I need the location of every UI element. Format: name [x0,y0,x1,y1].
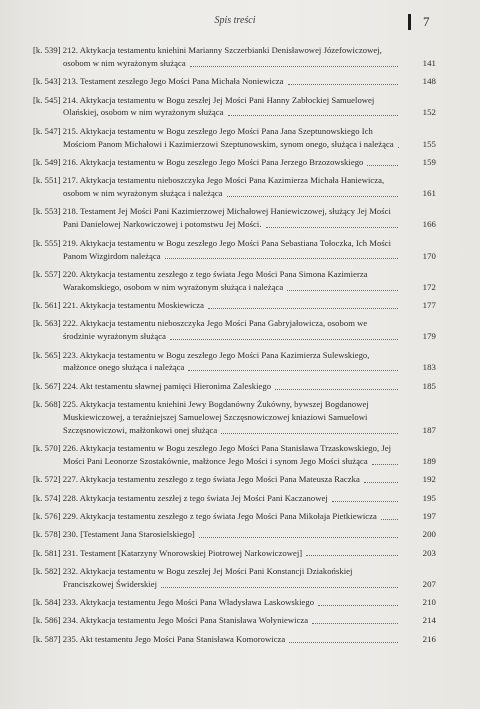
dot-leader [199,537,398,538]
toc-entry-page: 141 [422,57,436,68]
dot-leader [170,339,398,340]
toc-entry-page: 207 [422,578,436,589]
toc-entry-title: [k. 539] 212. Aktykacja testamentu kniehini Marianny Szczerbianki Denisławowej Józefowiczowej, osobom w nim wyrażonym służąca [33,45,382,68]
dot-leader [288,84,398,85]
toc-entry [33,94,436,120]
toc-entry-page: 183 [422,362,436,373]
toc-entry [33,299,436,312]
toc-entry-title: [k. 565] 223. Aktykacja testamentu w Bogu zeszłego Jego Mości Pana Kazimierza Sulewskiego, małżonce onego służąca i należąca [33,349,370,373]
dot-leader [367,165,398,166]
toc-entry [33,614,436,627]
toc-entry [33,528,436,541]
toc-entry [33,596,436,609]
dot-leader [287,290,398,291]
dot-leader [318,605,398,606]
toc-entry-title: [k. 581] 231. Testament [Katarzyny Wnorowskiej Piotrowej Narkowiczowej] [33,547,303,558]
toc-entry-page: 187 [422,424,436,435]
toc-entry-page: 148 [422,76,436,87]
toc-entry-title: [k. 549] 216. Aktykacja testamentu w Bogu zeszłego Jego Mości Pana Jerzego Brzozowskiego [33,156,364,167]
toc-entry-page: 172 [422,281,436,292]
toc-entry-page: 197 [422,510,436,521]
dot-leader [190,66,398,67]
dot-leader [188,370,398,371]
toc-entry [33,317,436,343]
toc-entry [33,473,436,486]
header-rule-mark [408,14,411,30]
toc-entry [33,75,436,88]
dot-leader [332,501,398,502]
toc-entry-page: 192 [422,474,436,485]
toc-entry-title: [k. 586] 234. Aktykacja testamentu Jego Mości Pana Stanisława Wołyniewicza [33,615,309,626]
toc-entry-title: [k. 545] 214. Aktykacja testamentu w Bogu zeszłej Jej Mości Pani Hanny Zabłockiej Samuelowej Olańskiej, osobom w nim wyrażonym służąca [33,94,375,118]
toc-entry-title: [k. 563] 222. Aktykacja testamentu nieboszczyka Jego Mości Pana Gabryjałowicza, osobom we środzinie wyrażonym służąca [33,318,368,342]
dot-leader [364,482,398,483]
toc-entry-title: [k. 551] 217. Aktykacja testamentu nieboszczyka Jego Mości Pana Kazimierza Michała Haniewicza, osobom w nim wyrażonym służąca i należąca [33,175,385,199]
toc-entry-page: 203 [422,547,436,558]
page-number: 7 [423,14,430,29]
toc-entry-title: [k. 582] 232. Aktykacja testamentu w Bogu zeszłej Jej Mości Pani Konstancji Dziakońskiej Franciszkowej Świderskiej [33,565,353,589]
toc-entry [33,510,436,523]
toc-entry-title: [k. 543] 213. Testament zeszłego Jego Mości Pana Michała Noniewicza [33,76,284,87]
running-header [0,13,480,35]
toc-entry-page: 216 [422,633,436,644]
dot-leader [381,519,398,520]
toc-entry-title: [k. 557] 220. Aktykacja testamentu zeszłego z tego świata Jego Mości Pana Simona Kazimierza Warakomskiego, osobom w nim wyrażonym służąca i należąca [33,268,368,292]
toc-entry-page: 200 [422,529,436,540]
toc-entry-page: 161 [422,188,436,199]
toc-entry-title: [k. 570] 226. Aktykacja testamentu w Bogu zeszłego Jego Mości Pana Stanisława Trzaskowskiego, Jej Mości Pani Leonorze Szostakównie, małżonce Jego Mości i synom Jego Mości służąca [33,443,392,467]
toc-entry [33,349,436,375]
toc-entry-page: 177 [422,300,436,311]
toc-entry-title: [k. 555] 219. Aktykacja testamentu w Bogu zeszłego Jego Mości Pana Sebastiana Tołoczka, Ich Mości Panom Wizgirdom należąca [33,237,392,261]
toc-entry-title: [k. 572] 227. Aktykacja testamentu zeszłego z tego świata Jego Mości Pana Mateusza Raczka [33,474,360,485]
toc-entry [33,442,436,468]
toc-entry-title: [k. 587] 235. Akt testamentu Jego Mości Pana Stanisława Komorowicza [33,633,286,644]
toc-entry-page: 166 [422,219,436,230]
toc-entry-title: [k. 576] 229. Aktykacja testamentu zeszłego z tego świata Jego Mości Pana Mikołaja Pietkiewicza [33,510,377,521]
toc-entry-page: 195 [422,492,436,503]
dot-leader [208,308,398,309]
toc-entry-title: [k. 553] 218. Testament Jej Mości Pani Kazimierzowej Michałowej Haniewiczowej, służący Jej Mości Pani Danielowej Narkowiczowej i potomstwu Jej Mości. [33,206,391,230]
toc-entry [33,237,436,263]
dot-leader [221,433,398,434]
toc-entry-page: 185 [422,380,436,391]
dot-leader [266,227,398,228]
toc-entry-title: [k. 561] 221. Aktykacja testamentu Moskiewicza [33,300,205,311]
toc-entry-title: [k. 547] 215. Aktykacja testamentu w Bogu zeszłego Jego Mości Pana Jana Szeptunowskiego Ich Mościom Panom Michałowi i Kazimierzowi Szeptunowskim, synom onego, służąca i należąca [33,125,394,149]
toc-entry [33,44,436,70]
dot-leader [227,196,398,197]
toc-entry [33,398,436,437]
dot-leader [165,258,398,259]
toc-entry-page: 170 [422,250,436,261]
toc-entry [33,565,436,591]
toc-entry [33,547,436,560]
toc-entry-page: 189 [422,456,436,467]
toc-entry [33,380,436,393]
toc-entry-title: [k. 574] 228. Aktykacja testamentu zeszłej z tego świata Jej Mości Pani Kaczanowej [33,492,328,503]
toc-entry-page: 179 [422,331,436,342]
dot-leader [161,587,398,588]
toc-entry [33,268,436,294]
dot-leader [312,623,398,624]
toc-entry-page: 214 [422,615,436,626]
toc-entry-page: 152 [422,107,436,118]
toc-entry-page: 155 [422,138,436,149]
dot-leader [372,464,398,465]
toc-entry-page: 210 [422,597,436,608]
toc-entry-page: 159 [422,156,436,167]
dot-leader [275,389,398,390]
toc-entry-title: [k. 568] 225. Aktykacja testamentu kniehini Jewy Bogdanówny Żukówny, bywszej Bogdanowej Muskiewiczowej, a teraźniejszej Samuelowej Szczęsnowiczowej kniaziowi Samuelowi Szczęsnowiczowi, małżonkowi onej służąca [33,399,369,435]
table-of-contents [33,44,436,651]
toc-entry [33,174,436,200]
toc-entry-title: [k. 578] 230. [Testament Jana Starosielskiego] [33,529,195,540]
toc-entry [33,125,436,151]
dot-leader [289,642,398,643]
toc-entry-title: [k. 584] 233. Aktykacja testamentu Jego Mości Pana Władysława Laskowskiego [33,597,315,608]
toc-entry [33,633,436,646]
toc-entry [33,205,436,231]
toc-entry-title: [k. 567] 224. Akt testamentu sławnej pamięci Hieronima Zaleskiego [33,380,272,391]
running-title: Spis treści [214,15,256,26]
dot-leader [228,115,398,116]
dot-leader [306,555,398,556]
toc-entry [33,492,436,505]
toc-entry [33,156,436,169]
